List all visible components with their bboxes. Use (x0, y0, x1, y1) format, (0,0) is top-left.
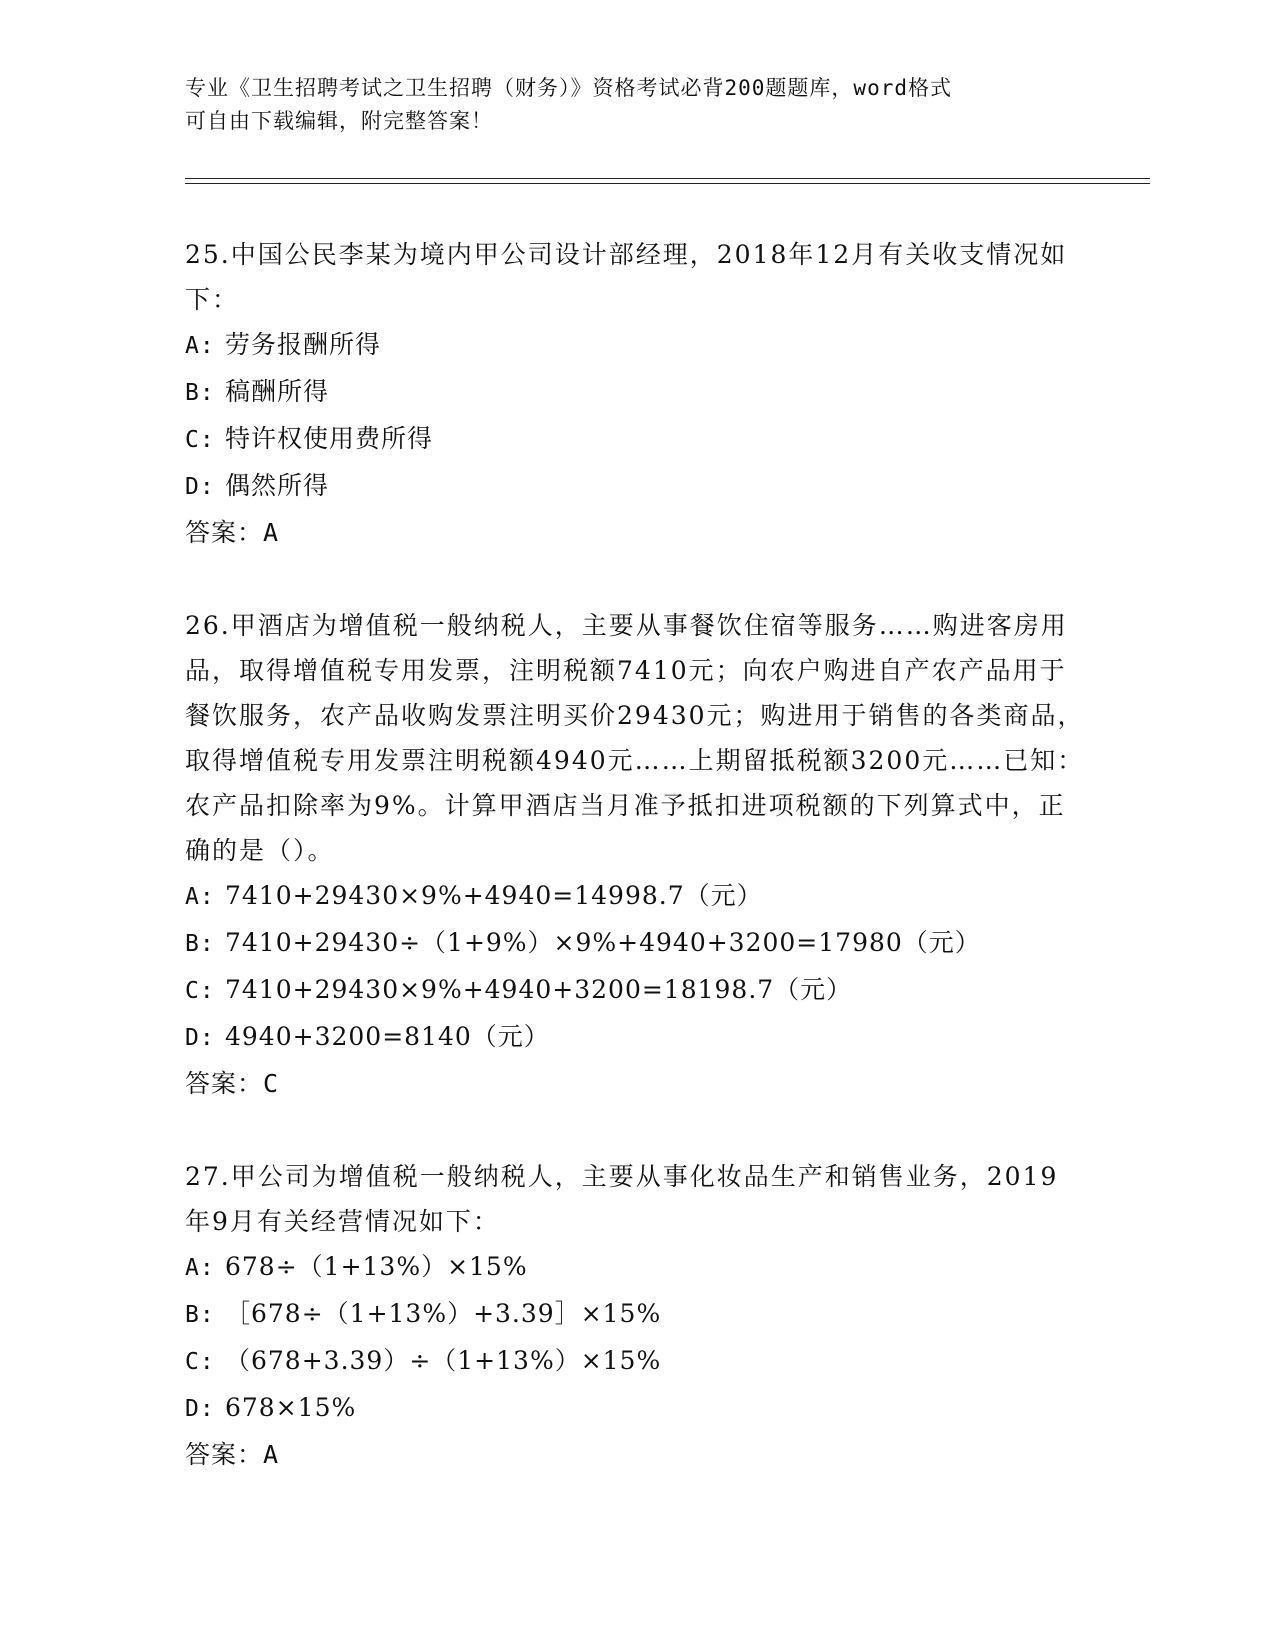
option-text: 7410+29430÷（1+9%）×9%+4940+3200=17980（元） (225, 928, 981, 957)
header-line-1: 专业《卫生招聘考试之卫生招聘（财务）》资格考试必背200题题库，word格式 (185, 76, 952, 100)
option-c (185, 1338, 1085, 1385)
header-divider-top (185, 178, 1150, 179)
option-letter: B: (185, 1302, 215, 1328)
option-b (185, 369, 1085, 416)
option-d (185, 1014, 1085, 1061)
option-letter: B: (185, 931, 215, 957)
option-text: 偶然所得 (225, 471, 330, 500)
answer-value: A (263, 518, 280, 547)
header-divider-bottom (185, 183, 1150, 184)
answer-line (185, 510, 1085, 555)
option-letter: D: (185, 474, 215, 500)
option-text: 7410+29430×9%+4940=14998.7（元） (225, 881, 763, 910)
header-line-2: 可自由下载编辑，附完整答案！ (185, 109, 493, 133)
option-a (185, 322, 1085, 369)
option-letter: A: (185, 1255, 215, 1281)
option-text: 4940+3200=8140（元） (225, 1022, 550, 1051)
option-letter: C: (185, 978, 215, 1004)
question-list (185, 232, 1085, 1525)
question-stem: 26.甲酒店为增值税一般纳税人，主要从事餐饮住宿等服务……购进客房用品，取得增值税专用发票，注明税额7410元；向农户购进自产农产品用于餐饮服务，农产品收购发票注明买价29430元；购进用于销售的各类商品，取得增值税专用发票注明税额4940元……上期留抵税额3200元……已知：农产品扣除率为9%。计算甲酒店当月准予抵扣进项税额的下列算式中，正确的是（）。 (185, 611, 1085, 865)
answer-label: 答案： (185, 518, 264, 547)
option-c (185, 416, 1085, 463)
option-letter: C: (185, 427, 215, 453)
answer-value: A (263, 1440, 280, 1469)
option-text: ［678÷（1+13%）+3.39］×15% (225, 1299, 662, 1328)
option-c (185, 967, 1085, 1014)
option-b (185, 1291, 1085, 1338)
answer-value: C (263, 1069, 280, 1098)
option-text: 劳务报酬所得 (225, 330, 382, 359)
option-b (185, 920, 1085, 967)
option-text: 稿酬所得 (225, 377, 330, 406)
option-a (185, 873, 1085, 920)
answer-line (185, 1061, 1085, 1106)
question-25 (185, 232, 1085, 555)
option-d (185, 463, 1085, 510)
option-text: 678×15% (225, 1393, 357, 1422)
option-text: （678+3.39）÷（1+13%）×15% (225, 1346, 662, 1375)
option-text: 7410+29430×9%+4940+3200=18198.7（元） (225, 975, 853, 1004)
option-letter: B: (185, 380, 215, 406)
answer-label: 答案： (185, 1069, 264, 1098)
question-27 (185, 1154, 1085, 1477)
option-a (185, 1244, 1085, 1291)
option-letter: C: (185, 1349, 215, 1375)
option-letter: A: (185, 333, 215, 359)
option-text: 678÷（1+13%）×15% (225, 1252, 528, 1281)
option-text: 特许权使用费所得 (225, 424, 434, 453)
answer-line (185, 1432, 1085, 1477)
question-stem: 25.中国公民李某为境内甲公司设计部经理，2018年12月有关收支情况如下： (185, 240, 1068, 314)
option-letter: D: (185, 1396, 215, 1422)
option-d (185, 1385, 1085, 1432)
option-letter: A: (185, 884, 215, 910)
document-header (185, 72, 1085, 138)
answer-label: 答案： (185, 1440, 264, 1469)
question-26 (185, 603, 1085, 1106)
question-stem: 27.甲公司为增值税一般纳税人，主要从事化妆品生产和销售业务，2019年9月有关经营情况如下： (185, 1162, 1059, 1236)
option-letter: D: (185, 1025, 215, 1051)
